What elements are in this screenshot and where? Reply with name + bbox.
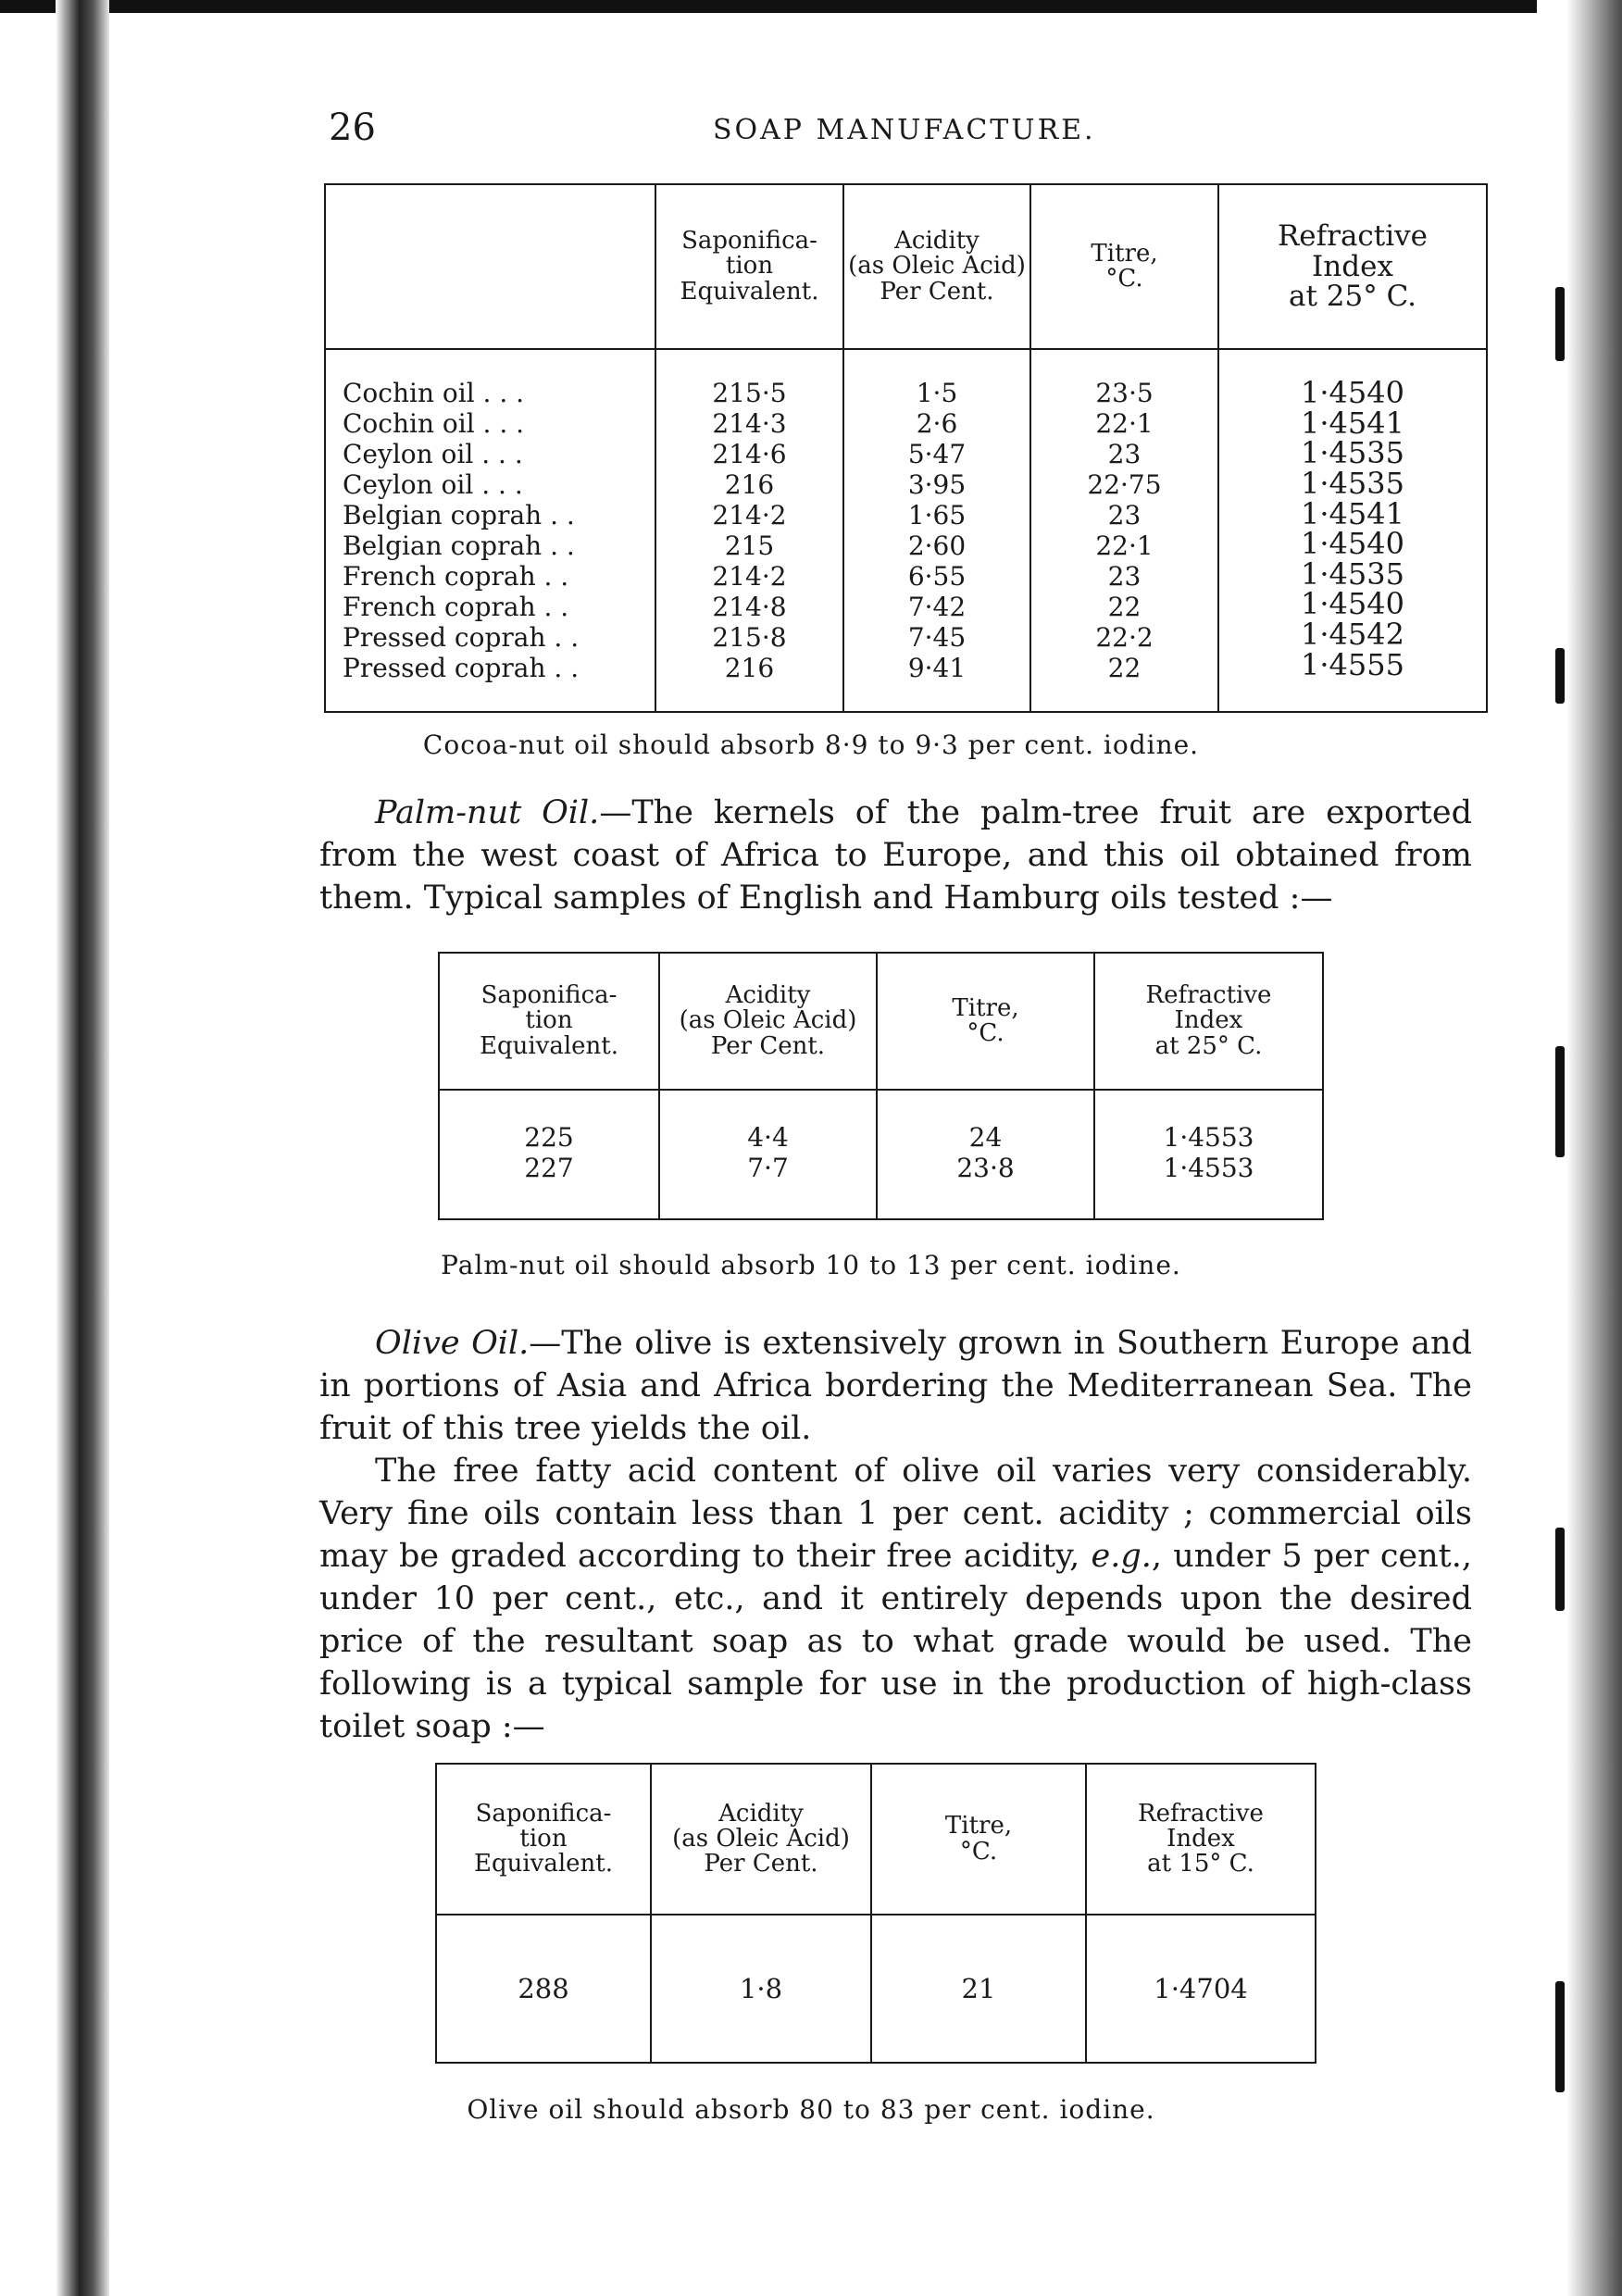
coconut-oil-table [324, 183, 1488, 713]
header-line: Equivalent. [479, 1031, 619, 1060]
table-cell: 5·47 [907, 439, 967, 470]
col-saponification [439, 1090, 659, 1219]
table-cell: 215·8 [712, 622, 787, 654]
table-cell: 1·65 [907, 500, 967, 531]
table-cell: 2·60 [907, 530, 967, 562]
header-acidity [659, 953, 877, 1090]
table-cell: 1·4704 [1154, 1972, 1248, 2004]
margin-mark [1555, 1046, 1565, 1157]
table-cell: 1·4540 [1301, 375, 1404, 410]
page-number: 26 [329, 106, 376, 149]
table-cell: 3·95 [907, 469, 967, 501]
header-titre [877, 953, 1094, 1090]
table-cell: 22 [1107, 592, 1142, 623]
table-cell: French coprah . . [343, 592, 569, 623]
col-titre [871, 1915, 1086, 2063]
header-refractive-index [1094, 953, 1323, 1090]
col-acidity [843, 349, 1030, 712]
header-line: (as Oleic Acid) [672, 1824, 850, 1853]
table-cell: Pressed coprah . . [343, 653, 580, 684]
table-cell: Ceylon oil . . . [343, 439, 523, 470]
header-saponification [439, 953, 659, 1090]
header-acidity [651, 1764, 871, 1915]
table-cell: 23 [1107, 439, 1142, 470]
olive-text-eg: e.g. [1091, 1538, 1152, 1575]
table-cell: 22·2 [1095, 622, 1154, 654]
table-cell: 22·75 [1087, 469, 1162, 501]
header-line: Index [1167, 1824, 1235, 1853]
olive-oil-table [435, 1763, 1316, 2064]
header-line: Saponifica- [480, 981, 618, 1010]
table-cell: 1·4540 [1301, 526, 1404, 562]
header-line: tion [519, 1824, 568, 1853]
header-line: tion [725, 252, 774, 281]
table-cell: 23·8 [956, 1153, 1015, 1184]
palm-nut-oil-table [438, 952, 1324, 1220]
table-cell: 21 [961, 1972, 996, 2004]
table-cell: 1·5 [916, 378, 958, 408]
palm-nut-text: —The kernels of the palm-tree fruit are exported from the west coast of Africa to Europe, and this oil obtained from them. Typical samples of English and Hamburg oils tested :— [319, 794, 1472, 917]
table-cell: 215·5 [712, 378, 787, 408]
header-line: Index [1174, 1006, 1243, 1035]
table-cell: 24 [968, 1122, 1003, 1153]
margin-mark [1555, 648, 1565, 704]
header-line: Acidity [718, 1799, 804, 1828]
header-saponification [436, 1764, 651, 1915]
table-cell: 214·8 [712, 592, 787, 623]
table-cell: 214·2 [712, 561, 787, 593]
header-saponification [655, 184, 843, 349]
table-cell: 23·5 [1095, 378, 1154, 408]
table-cell: 1·4535 [1301, 435, 1404, 471]
olive-heading: Olive Oil. [375, 1325, 530, 1362]
scan-border-top [0, 0, 1622, 13]
header-line: Refractive [1145, 981, 1272, 1010]
table-cell: 2·6 [916, 408, 958, 440]
col-oil-names [325, 349, 655, 712]
header-line: °C. [967, 1019, 1004, 1047]
caption-palm-nut-iodine: Palm-nut oil should absorb 10 to 13 per cent. iodine. [441, 1250, 1181, 1280]
page-edge-shadow [1537, 0, 1622, 2296]
table-cell: Cochin oil . . . [343, 378, 525, 408]
book-gutter-shadow [56, 0, 109, 2296]
header-line: Refractive [1277, 219, 1429, 254]
header-line: Saponifica- [475, 1799, 612, 1828]
col-refractive-index [1086, 1915, 1316, 2063]
header-line: Titre, [944, 1812, 1013, 1841]
olive-paragraph-2 [319, 1450, 1472, 1748]
table-cell: 288 [518, 1972, 569, 2004]
header-line: Acidity [725, 981, 811, 1010]
margin-mark [1555, 287, 1565, 361]
header-refractive-index [1086, 1764, 1316, 1915]
header-line: Equivalent. [473, 1850, 614, 1878]
olive-text-2b: , under 5 per cent., under 10 per cent., etc., and it entirely depends upon the desired price of the resultant soap as to what grade would be used. The following is a typical sample for use in the production of high-class toilet soap :— [319, 1538, 1472, 1745]
table-cell: 1·8 [739, 1972, 783, 2004]
header-line: Per Cent. [710, 1031, 826, 1060]
col-refractive-index [1094, 1090, 1323, 1219]
table-cell: 215 [724, 530, 775, 562]
header-line: Per Cent. [704, 1850, 818, 1878]
header-line: Equivalent. [680, 277, 819, 306]
header-line: Titre, [1091, 239, 1158, 268]
header-line: °C. [1105, 265, 1143, 293]
running-head [329, 106, 1523, 162]
table-cell: 1·4535 [1301, 555, 1404, 592]
running-title: SOAP MANUFACTURE. [713, 114, 1096, 146]
col-refractive-index [1218, 349, 1487, 712]
header-titre [871, 1764, 1086, 1915]
table-cell: 1·4541 [1301, 495, 1404, 531]
header-blank [325, 184, 655, 349]
palm-nut-paragraph [319, 792, 1472, 919]
table-cell: 23 [1107, 500, 1142, 531]
table-body [436, 1915, 1316, 2063]
header-titre [1030, 184, 1218, 349]
table-cell: 1·4555 [1301, 646, 1404, 682]
table-cell: 7·45 [907, 622, 967, 654]
table-body [439, 1090, 1323, 1219]
table-header-row [439, 953, 1323, 1090]
table-cell: 9·41 [907, 653, 967, 684]
table-cell: 23 [1107, 561, 1142, 593]
table-cell: 1·4542 [1301, 617, 1404, 652]
palm-nut-heading: Palm-nut Oil. [375, 794, 600, 831]
caption-coconut-iodine: Cocoa-nut oil should absorb 8·9 to 9·3 per cent. iodine. [422, 730, 1200, 760]
header-line: Acidity [894, 227, 979, 256]
table-cell: 1·4553 [1163, 1153, 1254, 1184]
caption-olive-iodine: Olive oil should absorb 80 to 83 per cent. iodine. [467, 2094, 1155, 2125]
table-cell: 225 [524, 1122, 574, 1153]
col-acidity [651, 1915, 871, 2063]
col-saponification [655, 349, 843, 712]
table-cell: 22·1 [1095, 530, 1154, 562]
margin-mark [1555, 1528, 1565, 1611]
header-line: °C. [959, 1837, 998, 1866]
header-acidity [843, 184, 1030, 349]
table-cell: 1·4541 [1301, 405, 1404, 441]
col-titre [1030, 349, 1218, 712]
table-cell: 214·2 [712, 500, 787, 531]
header-line: (as Oleic Acid) [679, 1006, 857, 1035]
header-line: at 25° C. [1288, 280, 1417, 314]
margin-mark [1555, 1981, 1565, 2092]
table-cell: Pressed coprah . . [343, 622, 580, 654]
table-cell: 1·4535 [1301, 465, 1404, 501]
table-header-row [436, 1764, 1316, 1915]
olive-text-1: —The olive is extensively grown in Southern Europe and in portions of Asia and Africa bordering the Mediterranean Sea. The fruit of this tree yields the oil. [319, 1325, 1472, 1447]
header-line: Index [1312, 249, 1393, 283]
table-cell: 1·4540 [1301, 586, 1404, 622]
table-cell: Belgian coprah . . [343, 500, 575, 531]
table-cell: 227 [524, 1153, 574, 1184]
header-line: (as Oleic Acid) [848, 252, 1026, 281]
table-cell: 214·3 [712, 408, 787, 440]
header-refractive-index [1218, 184, 1487, 349]
header-line: at 25° C. [1154, 1031, 1263, 1060]
header-line: at 15° C. [1147, 1850, 1254, 1878]
table-cell: French coprah . . [343, 561, 569, 593]
col-saponification [436, 1915, 651, 2063]
table-cell: Cochin oil . . . [343, 408, 525, 440]
table-header-row [325, 184, 1487, 349]
table-cell: 4·4 [747, 1122, 789, 1153]
table-body [325, 349, 1487, 712]
olive-text-2a: The free fatty acid content of olive oil varies very considerably. Very fine oils contain less than 1 per cent. acidity ; commercial oils may be graded according to their free acidity, [319, 1453, 1472, 1575]
table-cell: 22 [1107, 653, 1142, 684]
table-cell: 22·1 [1095, 408, 1154, 440]
header-line: tion [525, 1006, 573, 1035]
col-acidity [659, 1090, 877, 1219]
table-cell: 7·42 [907, 592, 967, 623]
olive-paragraph-1 [319, 1322, 1472, 1450]
header-line: Titre, [952, 993, 1019, 1022]
table-cell: 6·55 [907, 561, 967, 593]
table-cell: 216 [724, 469, 775, 501]
table-cell: 216 [724, 653, 775, 684]
table-cell: Belgian coprah . . [343, 530, 575, 562]
header-line: Refractive [1138, 1799, 1264, 1828]
table-cell: 7·7 [747, 1153, 789, 1184]
col-titre [877, 1090, 1094, 1219]
table-cell: Ceylon oil . . . [343, 469, 523, 501]
table-cell: 1·4553 [1163, 1122, 1254, 1153]
header-line: Saponifica- [681, 227, 817, 256]
table-cell: 214·6 [712, 439, 787, 470]
header-line: Per Cent. [880, 277, 994, 306]
